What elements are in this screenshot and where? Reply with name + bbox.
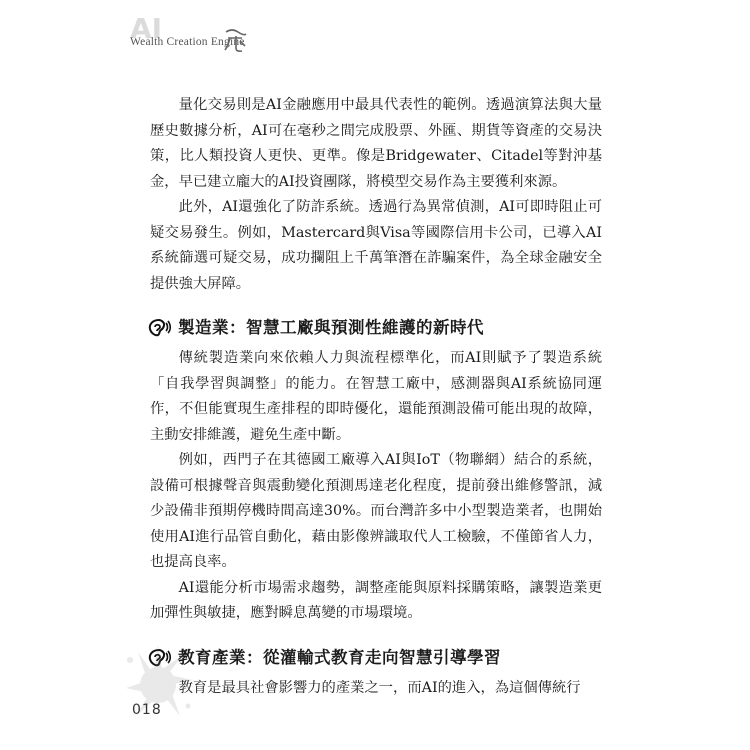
page-number: 018 [132,702,162,718]
wealth-glyph-icon [222,26,248,54]
paragraph-manufacturing-example: 例如，西門子在其德國工廠導入AI與IoT（物聯網）結合的系統，設備可根據聲音與震動變化預測馬達老化程度，提前發出維修警訊，減少設備非預期停機時間高達30%。而台灣許多中小型製造業者，也開始使用AI進行品管自動化，藉由影像辨識取代人工檢驗，不僅節省人力，也提高良率。 [150,452,602,570]
section-heading-text: 製造業：智慧工廠與預測性維護的新時代 [178,318,484,337]
running-title: Wealth Creation Engine [130,36,245,48]
paragraph-manufacturing-intro: 傳統製造業向來依賴人力與流程標準化，而AI則賦予了製造系統「自我學習與調整」的能力。在智慧工廠中，感測器與AI系統協同運作，不但能實現生產排程的即時優化，還能預測設備可能出現的故障，主動安排維護，避免生產中斷。 [150,350,602,443]
section-heading-manufacturing [146,315,602,341]
paragraph-manufacturing-market: AI還能分析市場需求趨勢，調整產能與原料採購策略，讓製造業更加彈性與敏捷，應對瞬息萬變的市場環境。 [150,579,602,621]
paragraph-education-intro: 教育是最具社會影響力的產業之一，而AI的進入，為這個傳統行 [178,679,581,696]
section-heading-education [146,645,602,671]
svg-text:AI: AI [130,12,163,42]
paragraph-quant-trading: 量化交易則是AI金融應用中最具代表性的範例。透過演算法與大量歷史數據分析，AI可在毫秒之間完成股票、外匯、期貨等資產的交易決策，比人類投資人更快、更準。像是Bridgewater、Citadel等對沖基金，早已建立龐大的AI投資團隊，將模型交易作為主要獲利來源。 [150,97,602,190]
section-heading-text: 教育產業：從灌輸式教育走向智慧引導學習 [178,647,501,667]
paragraph-fraud-prevention: 此外，AI還強化了防詐系統。透過行為異常偵測，AI可即時阻止可疑交易發生。例如，Mastercard與Visa等國際信用卡公司，已導入AI系統篩選可疑交易，成功攔阻上千萬筆潛在詐騙案件，為全球金融安全提供強大屏障。 [150,199,602,292]
page-content [150,93,602,701]
ear-icon [146,317,172,339]
